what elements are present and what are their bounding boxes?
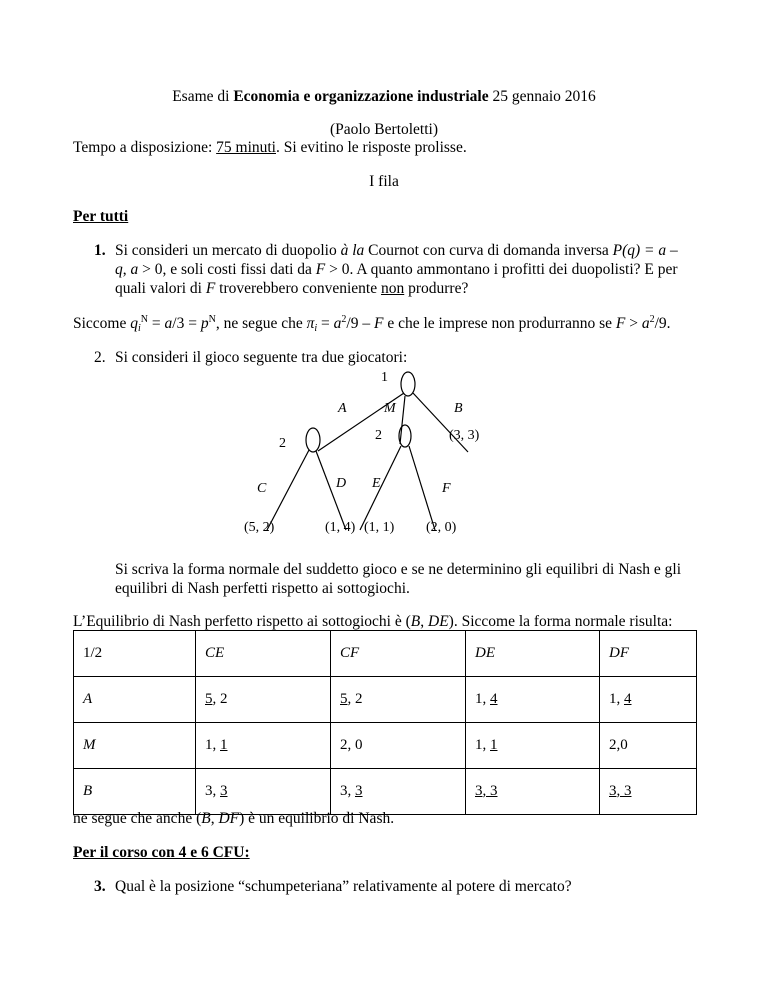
branch-M [400, 396, 405, 444]
tree-payoff-D: (1, 4) [325, 520, 356, 535]
table-cell: 1, 1 [196, 723, 331, 769]
section-heading-4-6-cfu: Per il corso con 4 e 6 CFU: [73, 844, 250, 861]
question-2-text: Si consideri il gioco seguente tra due giocatori: [115, 349, 408, 366]
tree-action-B: B [454, 401, 463, 416]
table-row [74, 723, 697, 769]
node-root [401, 372, 415, 396]
table-cell: 1, 1 [466, 723, 600, 769]
tree-player-root: 1 [381, 370, 388, 385]
tree-payoff-E: (1, 1) [364, 520, 395, 535]
question-2-number: 2. [94, 349, 106, 366]
table-row [74, 677, 697, 723]
answer-1: Siccome $q_i^N = a/3 = p^N$, ne segue che $\pi_i = a^2/9 - F$ e che le imprese non produrranno se $F > a^2/9$. [73, 314, 671, 334]
question-2-instruction-line1: Si scriva la forma normale del suddetto gioco e se ne determinino gli equilibri di Nash e gli [115, 561, 682, 578]
question-2-instruction-line2: equilibri di Nash perfetti rispetto ai sottogiochi. [115, 580, 410, 597]
table-header-cell: CE [196, 631, 331, 677]
answer-2-conclusion: ne segue che anche (B, DF) è un equilibrio di Nash. [73, 810, 395, 827]
table-header-cell: 1/2 [74, 631, 196, 677]
question-1-line1: Si consideri un mercato di duopolio à la Cournot con curva di domanda inversa P(q) = a – [115, 242, 678, 259]
table-cell: 1, 4 [466, 677, 600, 723]
author: (Paolo Bertoletti) [329, 121, 439, 138]
row-label: M [74, 723, 196, 769]
table-cell: 3, 3 [196, 769, 331, 815]
row-label: B [74, 769, 196, 815]
tree-player-left: 2 [279, 436, 286, 451]
table-cell: 5, 2 [331, 677, 466, 723]
tree-action-A: A [338, 401, 347, 416]
answer-2-intro: L’Equilibrio di Nash perfetto rispetto ai sottogiochi è (B, DE). Siccome la forma normale risulta: [73, 613, 673, 630]
tree-payoff-B: (3, 3) [449, 428, 480, 443]
question-3-number: 3. [94, 878, 106, 895]
table-cell: 3, 3 [466, 769, 600, 815]
question-1-line2: q, a > 0, e soli costi fissi dati da F > 0. A quanto ammontano i profitti dei duopolisti? E per [115, 261, 678, 278]
tree-action-F: F [442, 481, 451, 496]
tree-action-E: E [372, 476, 381, 491]
table-cell: 3, 3 [331, 769, 466, 815]
table-cell: 1, 4 [600, 677, 697, 723]
table-header-cell: CF [331, 631, 466, 677]
tree-payoff-F: (2, 0) [426, 520, 457, 535]
question-1-line3: quali valori di F troverebbero conveniente non produrre? [115, 280, 469, 297]
tree-payoff-C: (5, 2) [244, 520, 275, 535]
table-cell: 3, 3 [600, 769, 697, 815]
row-label: A [74, 677, 196, 723]
tree-action-C: C [257, 481, 267, 496]
table-header-cell: DF [600, 631, 697, 677]
node-left [306, 428, 320, 452]
table-header-row [74, 631, 697, 677]
tree-action-D: D [336, 476, 347, 491]
section-heading-per-tutti: Per tutti [73, 208, 129, 225]
question-3-text: Qual è la posizione “schumpeteriana” relativamente al potere di mercato? [115, 878, 572, 895]
question-1-number: 1. [94, 242, 106, 259]
time-limit: Tempo a disposizione: 75 minuti. Si evitino le risposte prolisse. [73, 139, 467, 156]
table-cell: 2, 0 [331, 723, 466, 769]
normal-form-table [73, 630, 697, 815]
fila-label: I fila [369, 173, 399, 190]
table-header-cell: DE [466, 631, 600, 677]
tree-action-M: M [384, 401, 396, 416]
branch-C [267, 450, 309, 530]
table-row [74, 769, 697, 815]
table-cell: 2,0 [600, 723, 697, 769]
branch-F [409, 446, 435, 530]
tree-player-mid: 2 [375, 428, 382, 443]
table-cell: 5, 2 [196, 677, 331, 723]
exam-title: Esame di Economia e organizzazione industriale 25 gennaio 2016 [172, 88, 596, 105]
